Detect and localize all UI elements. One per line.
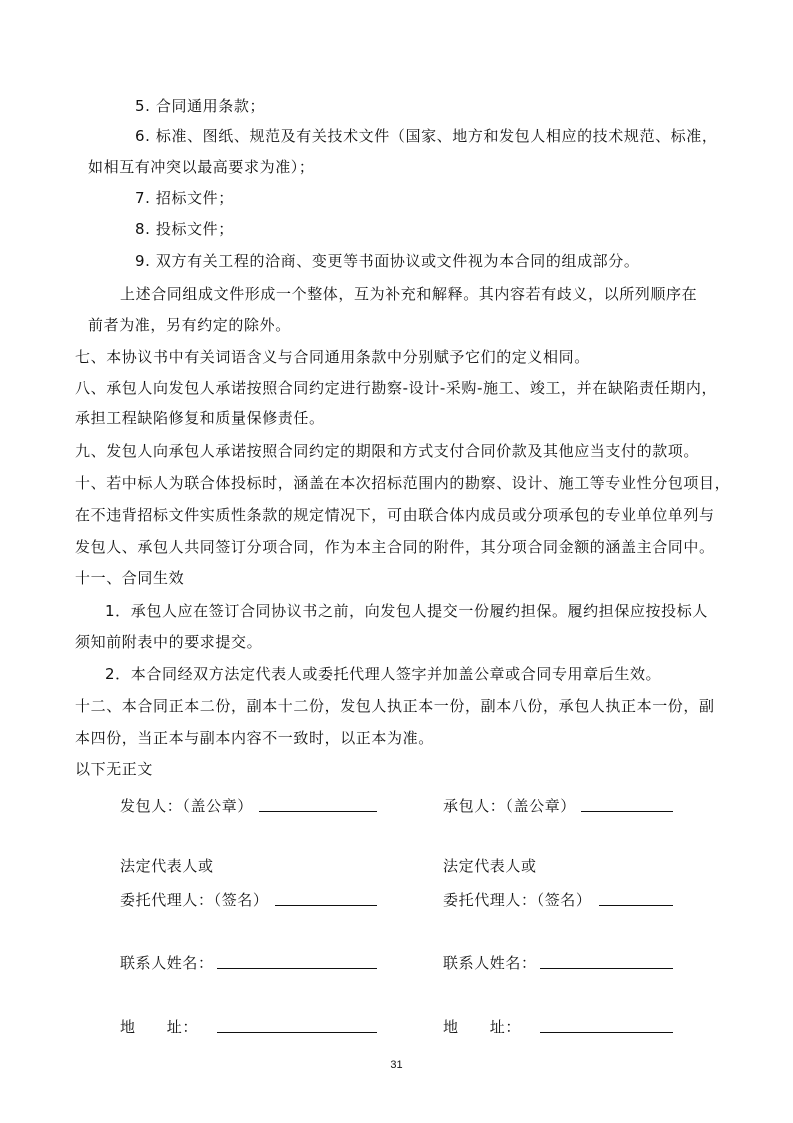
- contractor-agent-label: 委托代理人：（签名）: [443, 891, 592, 909]
- employer-contact-label: 联系人姓名：: [120, 954, 214, 972]
- contractor-legal-rep-label: 法定代表人或: [443, 857, 537, 875]
- article-8-continued: 承担工程缺陷修复和质量保修责任。: [75, 409, 325, 427]
- employer-contact-blank[interactable]: [217, 968, 377, 969]
- employer-agent-blank[interactable]: [275, 905, 377, 906]
- article-12-continued: 本四份，当正本与副本内容不一致时，以正本为准。: [75, 729, 434, 747]
- article-11-heading: 十一、合同生效: [75, 569, 185, 587]
- clause-item-9: 9. 双方有关工程的洽商、变更等书面协议或文件视为本合同的组成部分。: [135, 252, 640, 270]
- composition-paragraph-continued: 前者为准，另有约定的除外。: [88, 316, 291, 334]
- employer-seal-blank[interactable]: [259, 811, 377, 812]
- employer-address-blank[interactable]: [217, 1032, 377, 1033]
- employer-legal-rep-label: 法定代表人或: [120, 857, 214, 875]
- employer-address-label: 地 址：: [120, 1018, 199, 1036]
- contractor-seal-blank[interactable]: [581, 811, 673, 812]
- clause-item-5: 5. 合同通用条款；: [135, 97, 266, 115]
- article-10-line-3: 发包人、承包人共同签订分项合同，作为本主合同的附件，其分项合同金额的涵盖主合同中。: [75, 538, 715, 556]
- employer-agent-label: 委托代理人：（签名）: [120, 891, 269, 909]
- clause-item-6-continued: 如相互有冲突以最高要求为准）；: [88, 158, 315, 176]
- article-11-item-1: 1．承包人应在签订合同协议书之前，向发包人提交一份履约担保。履约担保应按投标人: [105, 602, 708, 620]
- contractor-agent-blank[interactable]: [599, 905, 673, 906]
- contractor-contact-blank[interactable]: [540, 968, 673, 969]
- clause-item-8: 8. 投标文件；: [135, 220, 234, 238]
- article-11-item-2: 2．本合同经双方法定代表人或委托代理人签字并加盖公章或合同专用章后生效。: [105, 665, 662, 683]
- article-10-line-2: 在不违背招标文件实质性条款的规定情况下，可由联合体内成员或分项承包的专业单位单列与: [75, 506, 715, 524]
- article-12: 十二、本合同正本二份，副本十二份，发包人执正本一份，副本八份，承包人执正本一份，副: [75, 697, 715, 715]
- article-10: 十、若中标人为联合体投标时，涵盖在本次招标范围内的勘察、设计、施工等专业性分包项目，: [75, 474, 731, 492]
- clause-item-6: 6. 标准、图纸、规范及有关技术文件（国家、地方和发包人相应的技术规范、标准，: [135, 127, 718, 145]
- contractor-contact-label: 联系人姓名：: [443, 954, 537, 972]
- composition-paragraph: 上述合同组成文件形成一个整体，互为补充和解释。其内容若有歧义，以所列顺序在: [120, 285, 698, 303]
- contractor-address-blank[interactable]: [540, 1032, 673, 1033]
- contractor-seal-label: 承包人：（盖公章）: [443, 797, 576, 815]
- no-further-text: 以下无正文: [75, 760, 154, 778]
- article-8: 八、承包人向发包人承诺按照合同约定进行勘察-设计-采购-施工、竣工，并在缺陷责任期内，: [75, 379, 718, 397]
- clause-item-7: 7. 招标文件；: [135, 189, 234, 207]
- page-number: 31: [390, 1059, 403, 1071]
- article-11-item-1-continued: 须知前附表中的要求提交。: [75, 633, 263, 651]
- article-7: 七、本协议书中有关词语含义与合同通用条款中分别赋予它们的定义相同。: [75, 348, 590, 366]
- contractor-address-label: 地 址：: [443, 1018, 522, 1036]
- article-9: 九、发包人向承包人承诺按照合同约定的期限和方式支付合同价款及其他应当支付的款项。: [75, 442, 700, 460]
- employer-seal-label: 发包人：（盖公章）: [120, 797, 253, 815]
